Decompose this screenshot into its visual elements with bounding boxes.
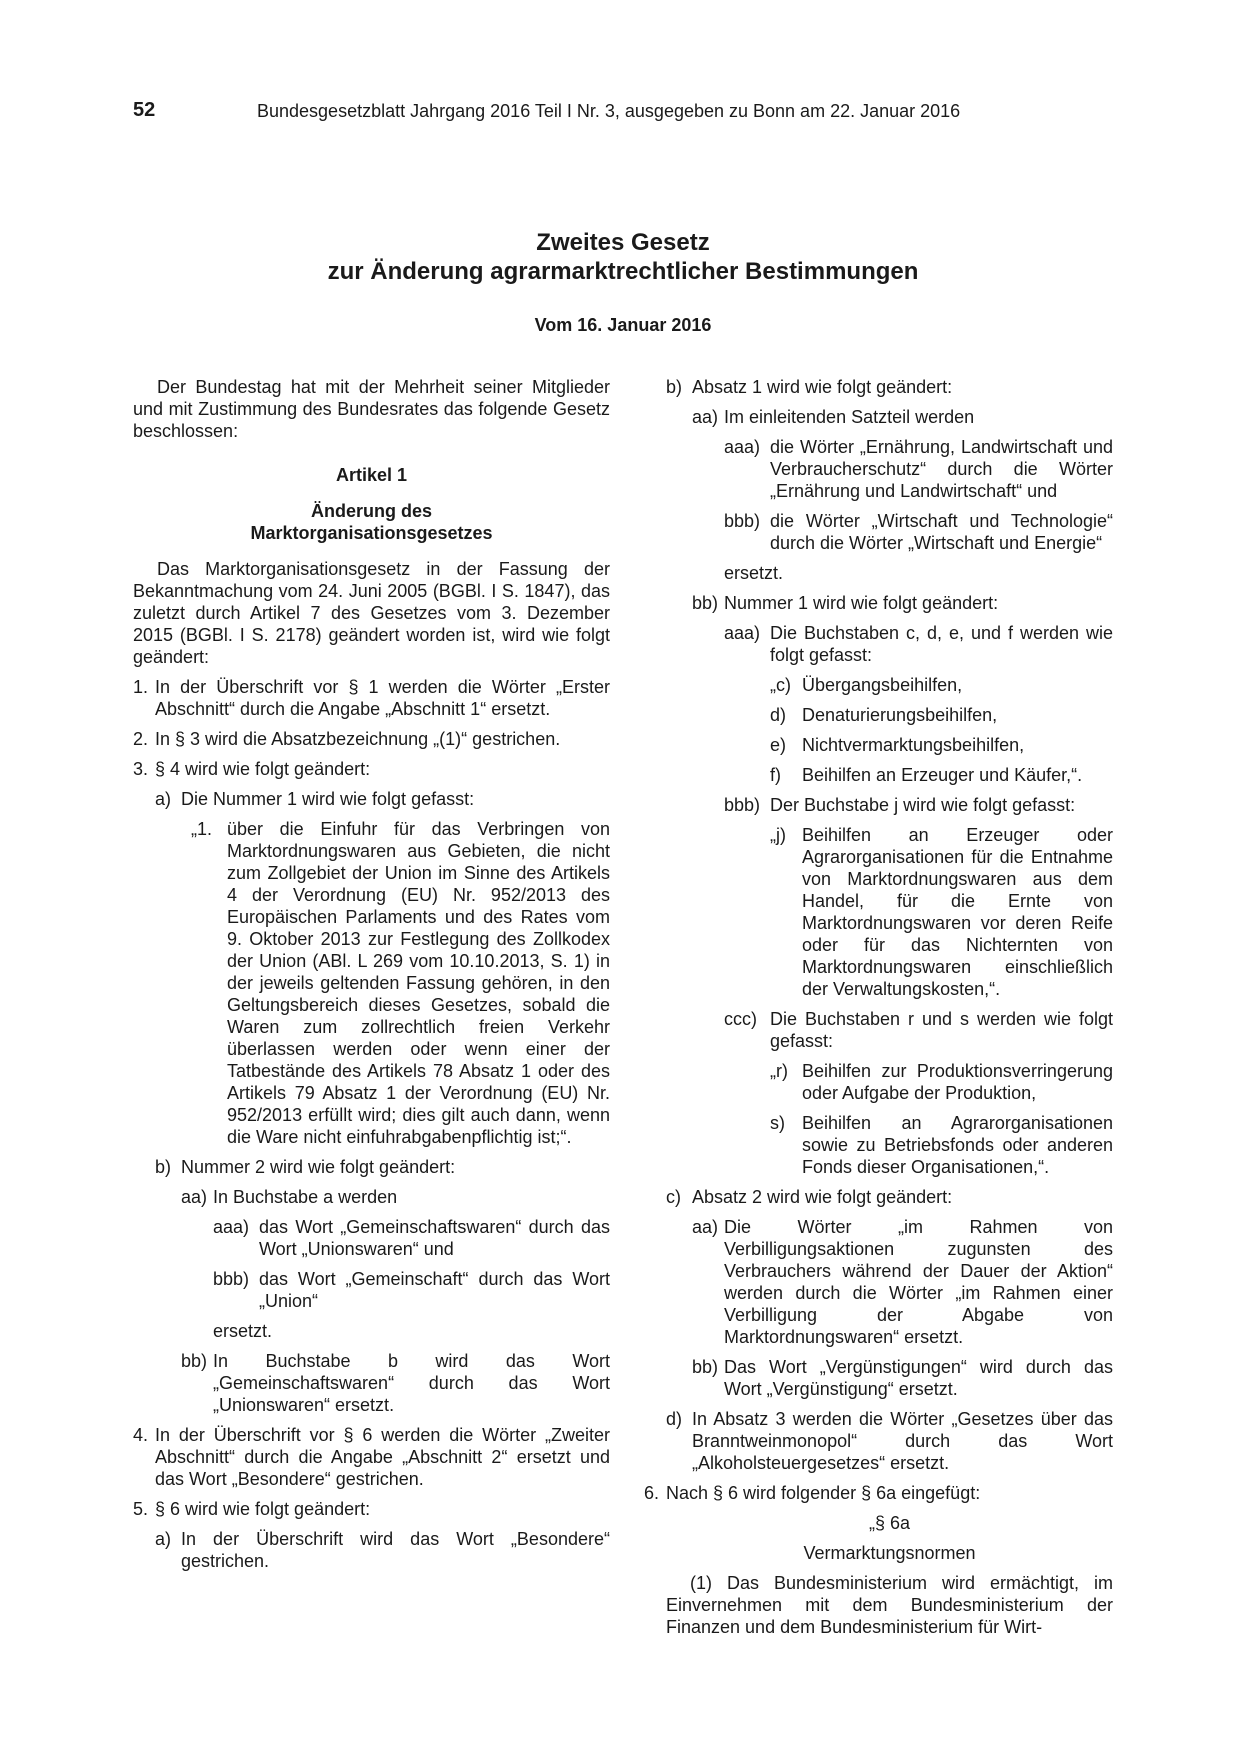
item-label: bb) [181, 1351, 208, 1371]
list-item-3b-aa-bbb [213, 1268, 610, 1312]
list-item-3b [155, 1156, 610, 1178]
right-column [644, 376, 1113, 1638]
list-item-3 [133, 758, 610, 780]
item-label: e) [770, 735, 787, 755]
item-text: In Buchstabe b wird das Wort „Gemeinschaftswaren“ durch das Wort „Unionswaren“ ersetzt. [213, 1351, 610, 1415]
item-label: d) [770, 705, 787, 725]
list-item-2 [133, 728, 610, 750]
list-item-3b-aa [181, 1186, 610, 1208]
quoted-item-1 [191, 818, 610, 1148]
item-label: 4. [133, 1425, 149, 1445]
item-label: „c) [770, 675, 791, 695]
left-column [133, 376, 610, 1580]
item-text: die Wörter „Ernährung, Landwirtschaft und Verbraucherschutz“ durch die Wörter „Ernährung und Landwirtschaft“ und [770, 437, 1113, 501]
article-intro-paragraph: Das Marktorganisationsgesetz in der Fassung der Bekanntmachung vom 24. Juni 2005 (BGBl. I S. 1847), das zuletzt durch Artikel 7 des Gesetzes vom 3. Dezember 2015 (BGBl. I S. 2178) geändert worden ist, wird wie folgt geändert: [133, 559, 610, 667]
quoted-item-c [770, 674, 1113, 696]
item-text: Im einleitenden Satzteil werden [724, 407, 975, 427]
item-text: Die Nummer 1 wird wie folgt gefasst: [181, 789, 475, 809]
item-label: 1. [133, 677, 149, 697]
item-label: bb) [692, 593, 719, 613]
item-label: b) [155, 1157, 172, 1177]
item-text: In der Überschrift wird das Wort „Besondere“ gestrichen. [181, 1529, 610, 1571]
list-item-5b-bb-ccc [724, 1008, 1113, 1052]
item-text: Die Buchstaben r und s werden wie folgt gefasst: [770, 1009, 1113, 1051]
list-item-5b-bb-bbb [724, 794, 1113, 816]
item-text: Beihilfen an Erzeuger oder Agrarorganisationen für die Entnahme von Marktordnungswaren aus dem Handel, für die Ernte von Marktordnungswaren vor deren Reife oder für das Nichternten von Marktordnungswaren einschließlich der Verwaltungskosten,“. [802, 825, 1113, 999]
list-item-5c-aa [692, 1216, 1113, 1348]
item-label: f) [770, 765, 781, 785]
item-label: d) [666, 1409, 683, 1429]
item-text: Beihilfen zur Produktionsverringerung oder Aufgabe der Produktion, [802, 1061, 1113, 1103]
item-text: Absatz 2 wird wie folgt geändert: [692, 1187, 953, 1207]
item-text: Beihilfen an Erzeuger und Käufer,“. [802, 765, 1083, 785]
item-label: b) [666, 377, 683, 397]
list-item-5 [133, 1498, 610, 1520]
item-text: Nummer 1 wird wie folgt geändert: [724, 593, 999, 613]
section-6a-title: Vermarktungsnormen [803, 1543, 976, 1563]
article-subtitle [133, 500, 610, 544]
item-label: 2. [133, 729, 149, 749]
list-item-5a [155, 1528, 610, 1572]
article-heading: Artikel 1 [335, 465, 408, 485]
item-label: s) [770, 1113, 785, 1133]
item-text: Die Wörter „im Rahmen von Verbilligungsaktionen zugunsten des Verbrauchers während der Dauer der Aktion“ werden durch die Wörter „im Rahmen einer Verbilligung der Abgabe von Marktordnungswaren“ ersetzt. [724, 1217, 1113, 1347]
article-subtitle-line-1: Änderung des [310, 501, 432, 521]
list-item-1 [133, 676, 610, 720]
section-6a-number: „§ 6a [868, 1513, 911, 1533]
item-label: aa) [692, 407, 719, 427]
item-label: aaa) [724, 437, 761, 457]
item-label: a) [155, 789, 172, 809]
quoted-item-f [770, 764, 1113, 786]
item-label: aa) [692, 1217, 719, 1237]
item-text: Nummer 2 wird wie folgt geändert: [181, 1157, 456, 1177]
list-item-5b [666, 376, 1113, 398]
list-item-5b-aa-bbb [724, 510, 1113, 554]
item-text: das Wort „Gemeinschaft“ durch das Wort „Union“ [259, 1269, 610, 1311]
item-text: Denaturierungsbeihilfen, [802, 705, 998, 725]
list-item-3a [155, 788, 610, 810]
item-text: In der Überschrift vor § 1 werden die Wörter „Erster Abschnitt“ durch die Angabe „Abschnitt 1“ ersetzt. [155, 677, 610, 719]
list-item-5b-aa [692, 406, 1113, 428]
quoted-item-e [770, 734, 1113, 756]
item-text: Die Buchstaben c, d, e, und f werden wie folgt gefasst: [770, 623, 1113, 665]
item-label: aaa) [724, 623, 761, 643]
item-text: über die Einfuhr für das Verbringen von Marktordnungswaren aus Gebieten, die nicht zum Zollgebiet der Union im Sinne des Artikels 4 der Verordnung (EU) Nr. 952/2013 des Europäischen Parlaments und des Rates vom 9. Oktober 2013 zur Festlegung des Zollkodex der Union (ABl. L 269 vom 10.10.2013, S. 1) in der jeweils geltenden Fassung gehören, in den Geltungsbereich dieses Gesetzes, sobald die Waren zum zollrechtlich freien Verkehr überlassen werden oder wenn einer der Tatbestände des Artikels 78 Absatz 1 oder des Artikels 79 Absatz 1 der Verordnung (EU) Nr. 952/2013 erfüllt wird; dies gilt auch dann, wenn die Ware nicht einfuhrabgabenpflichtig ist;“. [227, 819, 610, 1147]
quoted-item-d [770, 704, 1113, 726]
preamble: Der Bundestag hat mit der Mehrheit seiner Mitglieder und mit Zustimmung des Bundesrates das folgende Gesetz beschlossen: [133, 377, 610, 441]
list-item-5b-aa-aaa [724, 436, 1113, 502]
item-text: Das Wort „Vergünstigungen“ wird durch das Wort „Vergünstigung“ ersetzt. [724, 1357, 1113, 1399]
article-subtitle-line-2: Marktorganisationsgesetzes [250, 523, 493, 543]
item-text: In Buchstabe a werden [213, 1187, 398, 1207]
title-block [133, 228, 1113, 336]
law-title-line-2: zur Änderung agrarmarktrechtlicher Bestimmungen [327, 258, 919, 285]
item-text: Nichtvermarktungsbeihilfen, [802, 735, 1025, 755]
quoted-item-j [770, 824, 1113, 1000]
item-text: § 6 wird wie folgt geändert: [155, 1499, 371, 1519]
law-date: Vom 16. Januar 2016 [534, 315, 712, 335]
item-label: bbb) [724, 511, 761, 531]
law-title-line-1: Zweites Gesetz [536, 229, 710, 256]
item-label: bbb) [213, 1269, 250, 1289]
item-text: das Wort „Gemeinschaftswaren“ durch das Wort „Unionswaren“ und [259, 1217, 610, 1259]
item-text: In der Überschrift vor § 6 werden die Wörter „Zweiter Abschnitt“ durch die Angabe „Abschnitt 2“ ersetzt und das Wort „Besondere“ gestrichen. [155, 1425, 610, 1489]
item-text: In § 3 wird die Absatzbezeichnung „(1)“ gestrichen. [155, 729, 561, 749]
list-item-3b-bb [181, 1350, 610, 1416]
item-label: ccc) [724, 1009, 757, 1029]
list-item-3b-aa-aaa [213, 1216, 610, 1260]
item-text: In Absatz 3 werden die Wörter „Gesetzes über das Branntweinmonopol“ durch das Wort „Alkoholsteuergesetzes“ ersetzt. [692, 1409, 1113, 1473]
item-label: „r) [770, 1061, 788, 1081]
running-header: Bundesgesetzblatt Jahrgang 2016 Teil I Nr. 3, ausgegeben zu Bonn am 22. Januar 2016 [257, 101, 961, 121]
item-label: 5. [133, 1499, 149, 1519]
item-label: 3. [133, 759, 149, 779]
item-label: aaa) [213, 1217, 250, 1237]
list-item-5c-bb [692, 1356, 1113, 1400]
item-text: § 4 wird wie folgt geändert: [155, 759, 371, 779]
item-text: Nach § 6 wird folgender § 6a eingefügt: [666, 1483, 981, 1503]
list-item-4 [133, 1424, 610, 1490]
item-text: Der Buchstabe j wird wie folgt gefasst: [770, 795, 1076, 815]
list-item-5b-bb [692, 592, 1113, 614]
ersetzt-line: ersetzt. [213, 1321, 273, 1341]
item-label: aa) [181, 1187, 208, 1207]
item-text: Übergangsbeihilfen, [802, 675, 963, 695]
item-label: 6. [644, 1483, 660, 1503]
page-number: 52 [133, 99, 156, 121]
item-label: a) [155, 1529, 172, 1549]
item-label: „1. [191, 819, 213, 839]
list-item-5b-bb-aaa [724, 622, 1113, 666]
quoted-item-s [770, 1112, 1113, 1178]
list-item-6 [644, 1482, 1113, 1504]
section-6a-paragraph-1: (1) Das Bundesministerium wird ermächtigt, im Einvernehmen mit dem Bundesministerium der Finanzen und dem Bundesministerium für Wirt- [666, 1573, 1113, 1637]
item-label: bbb) [724, 795, 761, 815]
list-item-5d [666, 1408, 1113, 1474]
ersetzt-line: ersetzt. [724, 563, 784, 583]
item-label: c) [666, 1187, 681, 1207]
item-text: Absatz 1 wird wie folgt geändert: [692, 377, 953, 397]
quoted-item-r [770, 1060, 1113, 1104]
item-label: bb) [692, 1357, 719, 1377]
item-text: die Wörter „Wirtschaft und Technologie“ durch die Wörter „Wirtschaft und Energie“ [770, 511, 1113, 553]
item-label: „j) [770, 825, 786, 845]
item-text: Beihilfen an Agrarorganisationen sowie zu Betriebsfonds oder anderen Fonds dieser Organisationen,“. [802, 1113, 1113, 1177]
list-item-5c [666, 1186, 1113, 1208]
